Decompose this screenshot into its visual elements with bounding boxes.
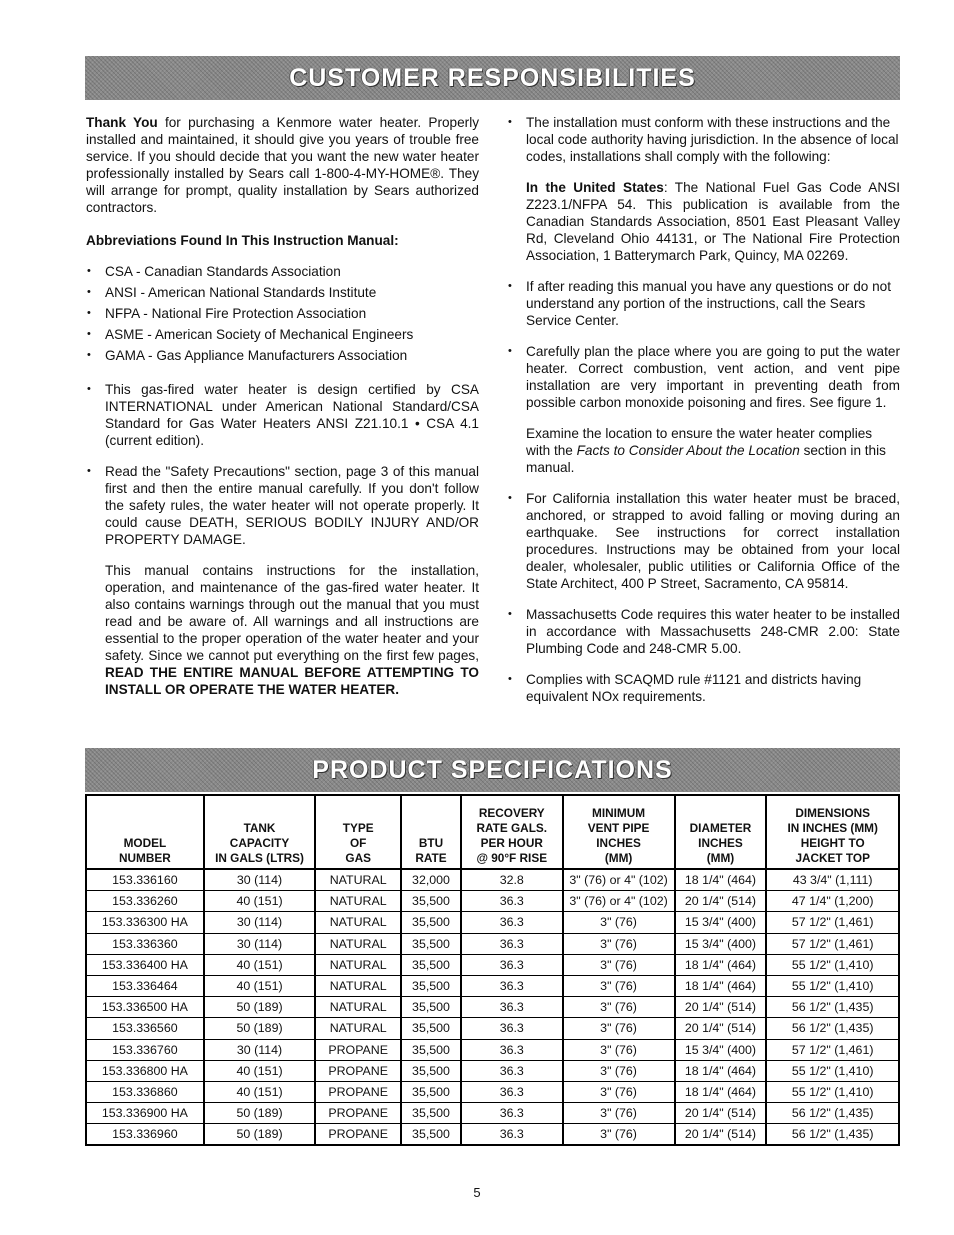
table-cell: 35,500 xyxy=(401,1103,461,1124)
table-cell: 153.336900 HA xyxy=(86,1103,204,1124)
table-cell: NATURAL xyxy=(315,975,401,996)
column-header: TANK CAPACITY IN GALS (LTRS) xyxy=(204,795,316,869)
column-header: RECOVERY RATE GALS. PER HOUR @ 90°F RISE xyxy=(461,795,563,869)
table-cell: 153.336360 xyxy=(86,933,204,954)
table-cell: 35,500 xyxy=(401,891,461,912)
installation-bullet: • The installation must conform with these instructions and the local code authority having jurisdiction. In the absence of local codes, installations shall comply with the following: xyxy=(507,114,900,165)
table-cell: 15 3/4" (400) xyxy=(675,912,767,933)
table-cell: 40 (151) xyxy=(204,1081,316,1102)
table-cell: 55 1/2" (1,410) xyxy=(766,954,899,975)
list-item: • GAMA - Gas Appliance Manufacturers Association xyxy=(86,345,479,366)
table-cell: 56 1/2" (1,435) xyxy=(766,1103,899,1124)
table-cell: 35,500 xyxy=(401,997,461,1018)
table-cell: 3" (76) xyxy=(563,975,675,996)
plan-bullet: • Carefully plan the place where you are going to put the water heater. Correct combustion, vent action, and vent pipe installation are very important in preventing death from possible carbon monoxide poisoning and fires. See figure 1. xyxy=(507,343,900,411)
table-cell: 15 3/4" (400) xyxy=(675,1039,767,1060)
manual-paragraph xyxy=(86,562,479,698)
table-cell: 15 3/4" (400) xyxy=(675,933,767,954)
us-bold: In the United States xyxy=(526,180,664,195)
table-cell: 36.3 xyxy=(461,1039,563,1060)
table-row xyxy=(86,869,899,891)
california-bullet: • For California installation this water heater must be braced, anchored, or strapped to avoid falling or moving during an earthquake. See instructions for correct installation procedures. Instructions may be obtained from your local dealer, wholesaler, public utilities or California Office of the State Architect, 400 P Street, Sacramento, CA 95814. xyxy=(507,490,900,592)
table-cell: 50 (189) xyxy=(204,1124,316,1146)
table-cell: 153.336260 xyxy=(86,891,204,912)
table-cell: 3" (76) xyxy=(563,933,675,954)
table-cell: 3" (76) xyxy=(563,1124,675,1146)
table-body xyxy=(86,869,899,1145)
left-column xyxy=(86,114,479,698)
table-cell: 3" (76) xyxy=(563,1103,675,1124)
column-header: MINIMUM VENT PIPE INCHES (MM) xyxy=(563,795,675,869)
table-cell: NATURAL xyxy=(315,933,401,954)
table-cell: NATURAL xyxy=(315,912,401,933)
table-row xyxy=(86,954,899,975)
column-header: DIAMETER INCHES (MM) xyxy=(675,795,767,869)
table-cell: 18 1/4" (464) xyxy=(675,1081,767,1102)
us-text: : The National Fuel Gas Code ANSI Z223.1/NFPA 54. This publication is available from the Canadian Standards Association, 8501 East Pleasant Valley Rd, Cleveland Ohio 44131, or The National Fire Protection Association, 1 Batterymarch Park, Quincy, MA 02269. xyxy=(526,180,900,263)
table-cell: 43 3/4" (1,111) xyxy=(766,869,899,891)
table-cell: 40 (151) xyxy=(204,891,316,912)
table-row xyxy=(86,891,899,912)
table-cell: 50 (189) xyxy=(204,1018,316,1039)
table-row xyxy=(86,1039,899,1060)
table-cell: 36.3 xyxy=(461,1081,563,1102)
table-cell: 18 1/4" (464) xyxy=(675,1060,767,1081)
table-cell: PROPANE xyxy=(315,1103,401,1124)
list-item: • NFPA - National Fire Protection Association xyxy=(86,303,479,324)
table-cell: 55 1/2" (1,410) xyxy=(766,975,899,996)
right-column xyxy=(507,114,900,705)
table-cell: 36.3 xyxy=(461,1103,563,1124)
table-cell: 153.336300 HA xyxy=(86,912,204,933)
table-cell: 3" (76) or 4" (102) xyxy=(563,869,675,891)
table-cell: 18 1/4" (464) xyxy=(675,869,767,891)
manual-warning: READ THE ENTIRE MANUAL BEFORE ATTEMPTING TO INSTALL OR OPERATE THE WATER HEATER. xyxy=(105,665,479,697)
table-cell: 153.336500 HA xyxy=(86,997,204,1018)
table-cell: 20 1/4" (514) xyxy=(675,1103,767,1124)
intro-bold: Thank You xyxy=(86,115,158,130)
product-specifications-table xyxy=(85,794,900,1146)
abbreviations-list xyxy=(86,261,479,366)
table-cell: 35,500 xyxy=(401,1081,461,1102)
table-row xyxy=(86,1081,899,1102)
table-cell: 35,500 xyxy=(401,1060,461,1081)
table-cell: 35,500 xyxy=(401,912,461,933)
examine-text: Examine the location to ensure the water heater complies with the xyxy=(526,426,873,458)
table-cell: 50 (189) xyxy=(204,997,316,1018)
table-cell: 3" (76) xyxy=(563,912,675,933)
table-cell: 40 (151) xyxy=(204,954,316,975)
table-cell: 40 (151) xyxy=(204,1060,316,1081)
table-cell: 153.336160 xyxy=(86,869,204,891)
table-cell: 36.3 xyxy=(461,1060,563,1081)
table-cell: NATURAL xyxy=(315,869,401,891)
table-cell: 57 1/2" (1,461) xyxy=(766,933,899,954)
table-cell: 30 (114) xyxy=(204,869,316,891)
table-cell: 20 1/4" (514) xyxy=(675,1124,767,1146)
table-cell: 30 (114) xyxy=(204,933,316,954)
table-cell: 3" (76) xyxy=(563,1060,675,1081)
intro-text: for purchasing a Kenmore water heater. Properly installed and maintained, it should give you years of trouble free service. If you should decide that you want the new water heater professionally installed by Sears call 1-800-4-MY-HOME®. They will arrange for prompt, quality installation by Sears authorized contractors. xyxy=(86,115,480,215)
table-cell: 36.3 xyxy=(461,1124,563,1146)
table-cell: 55 1/2" (1,410) xyxy=(766,1081,899,1102)
table-row xyxy=(86,1018,899,1039)
table-cell: 3" (76) xyxy=(563,997,675,1018)
table-cell: 35,500 xyxy=(401,1018,461,1039)
table-cell: 153.336464 xyxy=(86,975,204,996)
table-cell: NATURAL xyxy=(315,954,401,975)
table-cell: NATURAL xyxy=(315,891,401,912)
table-row xyxy=(86,997,899,1018)
table-header-row xyxy=(86,795,899,869)
table-cell: 20 1/4" (514) xyxy=(675,891,767,912)
table-cell: 50 (189) xyxy=(204,1103,316,1124)
banner-title: PRODUCT SPECIFICATIONS xyxy=(312,755,673,784)
list-item: • ASME - American Society of Mechanical Engineers xyxy=(86,324,479,345)
table-cell: 57 1/2" (1,461) xyxy=(766,1039,899,1060)
table-cell: 35,500 xyxy=(401,954,461,975)
product-specifications-banner xyxy=(85,748,900,792)
table-cell: 36.3 xyxy=(461,933,563,954)
table-cell: PROPANE xyxy=(315,1124,401,1146)
table-cell: 3" (76) xyxy=(563,1018,675,1039)
table-cell: 56 1/2" (1,435) xyxy=(766,1124,899,1146)
table-cell: 36.3 xyxy=(461,891,563,912)
table-cell: PROPANE xyxy=(315,1081,401,1102)
customer-responsibilities-banner xyxy=(85,56,900,100)
examine-text-end: section in this manual. xyxy=(526,443,886,475)
table-cell: 35,500 xyxy=(401,1124,461,1146)
table-cell: 153.336860 xyxy=(86,1081,204,1102)
column-header: BTU RATE xyxy=(401,795,461,869)
table-cell: 30 (114) xyxy=(204,912,316,933)
table-cell: 153.336560 xyxy=(86,1018,204,1039)
table-cell: 153.336960 xyxy=(86,1124,204,1146)
table-cell: 153.336800 HA xyxy=(86,1060,204,1081)
banner-title: CUSTOMER RESPONSIBILITIES xyxy=(289,63,696,92)
table-cell: 36.3 xyxy=(461,954,563,975)
list-item: • CSA - Canadian Standards Association xyxy=(86,261,479,282)
table-cell: 20 1/4" (514) xyxy=(675,1018,767,1039)
united-states-paragraph xyxy=(507,179,900,264)
table-cell: 30 (114) xyxy=(204,1039,316,1060)
table-cell: 56 1/2" (1,435) xyxy=(766,1018,899,1039)
list-item: • ANSI - American National Standards Institute xyxy=(86,282,479,303)
table-cell: 3" (76) or 4" (102) xyxy=(563,891,675,912)
massachusetts-bullet: • Massachusetts Code requires this water heater to be installed in accordance with Massachusetts 248-CMR 2.00: State Plumbing Code and 248-CMR 5.00. xyxy=(507,606,900,657)
table-row xyxy=(86,1060,899,1081)
table-cell: 36.3 xyxy=(461,912,563,933)
table-cell: 20 1/4" (514) xyxy=(675,997,767,1018)
table-cell: 36.3 xyxy=(461,1018,563,1039)
table-row xyxy=(86,1124,899,1146)
table-cell: 18 1/4" (464) xyxy=(675,954,767,975)
scaqmd-bullet: • Complies with SCAQMD rule #1121 and districts having equivalent NOx requirements. xyxy=(507,671,900,705)
page-number: 5 xyxy=(473,1185,481,1200)
table-cell: 153.336400 HA xyxy=(86,954,204,975)
table-row xyxy=(86,975,899,996)
certification-bullet: • This gas-fired water heater is design certified by CSA INTERNATIONAL under American National Standard/CSA Standard for Gas Water Heaters ANSI Z21.10.1 • CSA 4.1 (current edition). xyxy=(86,381,479,449)
questions-bullet: • If after reading this manual you have any questions or do not understand any portion of the instructions, call the Sears Service Center. xyxy=(507,278,900,329)
examine-paragraph xyxy=(507,425,900,476)
column-header: TYPE OF GAS xyxy=(315,795,401,869)
table-row xyxy=(86,933,899,954)
table-cell: 47 1/4" (1,200) xyxy=(766,891,899,912)
table-cell: 32.8 xyxy=(461,869,563,891)
column-header: DIMENSIONS IN INCHES (MM) HEIGHT TO JACKET TOP xyxy=(766,795,899,869)
table-cell: 56 1/2" (1,435) xyxy=(766,997,899,1018)
table-cell: 18 1/4" (464) xyxy=(675,975,767,996)
table-cell: 40 (151) xyxy=(204,975,316,996)
table-cell: 3" (76) xyxy=(563,954,675,975)
table-cell: PROPANE xyxy=(315,1039,401,1060)
table-cell: PROPANE xyxy=(315,1060,401,1081)
examine-italic: Facts to Consider About the Location xyxy=(576,443,800,458)
intro-paragraph xyxy=(86,114,479,216)
table-cell: 55 1/2" (1,410) xyxy=(766,1060,899,1081)
abbreviations-heading: Abbreviations Found In This Instruction Manual: xyxy=(86,233,399,248)
table-cell: 35,500 xyxy=(401,1039,461,1060)
table-cell: 36.3 xyxy=(461,975,563,996)
table-row xyxy=(86,1103,899,1124)
table-cell: 3" (76) xyxy=(563,1081,675,1102)
safety-bullet: • Read the "Safety Precautions" section, page 3 of this manual first and then the entire manual carefully. If you don't follow the safety rules, the water heater will not operate properly. It could cause DEATH, SERIOUS BODILY INJURY AND/OR PROPERTY DAMAGE. xyxy=(86,463,479,548)
table-cell: 3" (76) xyxy=(563,1039,675,1060)
table-cell: 36.3 xyxy=(461,997,563,1018)
table-cell: NATURAL xyxy=(315,997,401,1018)
table-row xyxy=(86,912,899,933)
table-cell: 35,500 xyxy=(401,975,461,996)
column-header: MODEL NUMBER xyxy=(86,795,204,869)
manual-text: This manual contains instructions for the installation, operation, and maintenance of the gas-fired water heater. It also contains warnings through out the manual that you must read and be aware of. All warnings and all instructions are essential to the proper operation of the water heater and your safety. Since we cannot put everything on the first few pages, xyxy=(105,563,479,663)
table-cell: 153.336760 xyxy=(86,1039,204,1060)
table-cell: 32,000 xyxy=(401,869,461,891)
table-cell: 57 1/2" (1,461) xyxy=(766,912,899,933)
table-cell: NATURAL xyxy=(315,1018,401,1039)
table-cell: 35,500 xyxy=(401,933,461,954)
